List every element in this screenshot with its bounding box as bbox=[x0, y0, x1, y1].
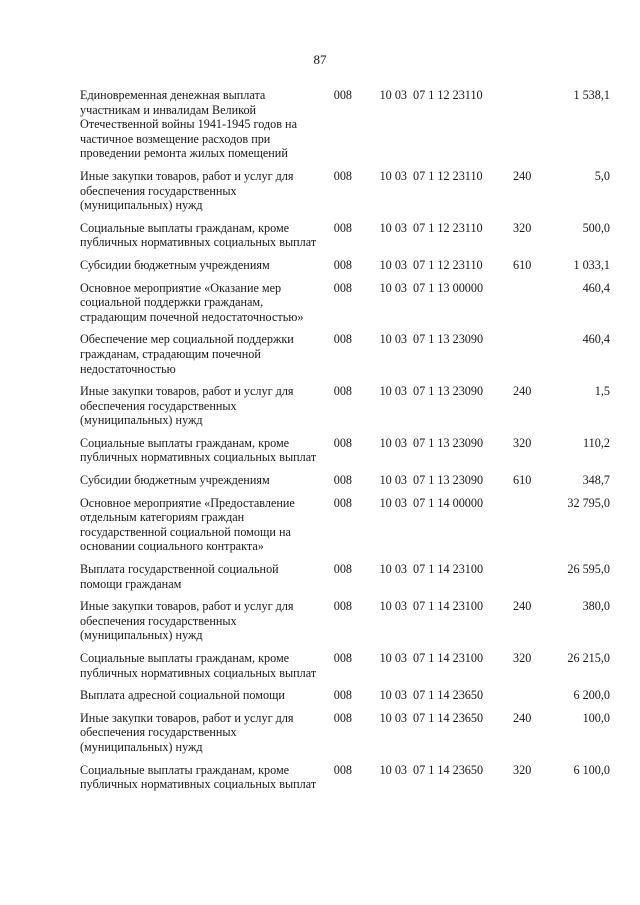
table-row bbox=[80, 258, 610, 273]
item-name: Выплата государственной социальной помощи гражданам bbox=[80, 562, 279, 591]
amount-value: 1 538,1 bbox=[573, 88, 610, 102]
item-name: Обеспечение мер социальной поддержки гражданам, страдающим почечной недостаточностью bbox=[80, 332, 294, 376]
target-code: 07 1 13 00000 bbox=[413, 280, 484, 295]
item-name: Выплата адресной социальной помощи bbox=[80, 688, 285, 703]
item-name: Социальные выплаты гражданам, кроме публичных нормативных социальных выплат bbox=[80, 762, 317, 792]
section-code: 10 03 bbox=[379, 384, 407, 399]
target-code: 07 1 12 23110 bbox=[413, 168, 483, 183]
table-row bbox=[80, 281, 610, 325]
item-name: Социальные выплаты гражданам, кроме публичных нормативных социальных выплат bbox=[80, 435, 317, 465]
target-code: 07 1 13 23090 bbox=[413, 384, 484, 399]
table-row bbox=[80, 651, 610, 680]
ministry-code: 008 bbox=[333, 332, 352, 347]
target-code: 07 1 12 23110 bbox=[413, 88, 483, 102]
ministry-code: 008 bbox=[333, 762, 352, 777]
ministry-code: 008 bbox=[333, 280, 352, 295]
expense-type-code: 240 bbox=[513, 599, 532, 614]
amount-value: 380,0 bbox=[582, 599, 610, 614]
amount-value: 460,4 bbox=[582, 280, 610, 295]
item-name: Основное мероприятие «Оказание мер социальной поддержки гражданам, страдающим почечной недостаточностью» bbox=[80, 280, 304, 324]
ministry-code: 008 bbox=[333, 257, 352, 272]
ministry-code: 008 bbox=[333, 710, 352, 725]
item-name: Социальные выплаты гражданам, кроме публичных нормативных социальных выплат bbox=[80, 651, 317, 680]
item-name: Единовременная денежная выплата участникам и инвалидам Великой Отечественной войны 1941-1945 годов на частичное возмещение расходов при проведении ремонта жилых помещений bbox=[80, 88, 297, 161]
expense-type-code: 610 bbox=[513, 257, 532, 272]
expense-type-code: 320 bbox=[513, 220, 532, 235]
target-code: 07 1 13 23090 bbox=[413, 435, 484, 450]
amount-value: 110,2 bbox=[583, 435, 610, 450]
section-code: 10 03 bbox=[379, 762, 407, 777]
item-name: Субсидии бюджетным учреждениям bbox=[80, 473, 270, 488]
table-row bbox=[80, 599, 610, 643]
ministry-code: 008 bbox=[333, 220, 352, 235]
target-code: 07 1 14 23100 bbox=[413, 599, 484, 614]
amount-value: 6 100,0 bbox=[573, 762, 610, 777]
target-code: 07 1 13 23090 bbox=[413, 332, 484, 347]
target-code: 07 1 14 23650 bbox=[413, 688, 484, 703]
target-code: 07 1 14 23100 bbox=[413, 651, 484, 665]
section-code: 10 03 bbox=[379, 435, 407, 450]
table-row bbox=[80, 88, 610, 161]
table-row bbox=[80, 711, 610, 755]
section-code: 10 03 bbox=[379, 599, 407, 614]
section-code: 10 03 bbox=[379, 651, 407, 665]
budget-table bbox=[80, 88, 610, 800]
item-name: Иные закупки товаров, работ и услуг для обеспечения государственных (муниципальных) нужд bbox=[80, 710, 294, 754]
section-code: 10 03 bbox=[379, 280, 407, 295]
target-code: 07 1 14 23650 bbox=[413, 710, 484, 725]
item-name: Основное мероприятие «Предоставление отдельным категориям граждан государственной социальной помощи на основании социального контракта» bbox=[80, 495, 295, 554]
item-name: Иные закупки товаров, работ и услуг для обеспечения государственных (муниципальных) нужд bbox=[80, 384, 294, 428]
section-code: 10 03 bbox=[379, 473, 407, 488]
amount-value: 348,7 bbox=[582, 473, 610, 488]
amount-value: 100,0 bbox=[582, 710, 610, 725]
table-row bbox=[80, 688, 610, 703]
section-code: 10 03 bbox=[379, 688, 407, 703]
target-code: 07 1 14 23650 bbox=[413, 762, 484, 777]
section-code: 10 03 bbox=[379, 88, 407, 102]
item-name: Субсидии бюджетным учреждениям bbox=[80, 257, 270, 272]
table-row bbox=[80, 562, 610, 591]
item-name: Иные закупки товаров, работ и услуг для обеспечения государственных (муниципальных) нужд bbox=[80, 168, 294, 213]
amount-value: 460,4 bbox=[582, 332, 610, 347]
section-code: 10 03 bbox=[379, 495, 407, 510]
amount-value: 6 200,0 bbox=[573, 688, 610, 703]
amount-value: 1 033,1 bbox=[573, 257, 610, 272]
table-row bbox=[80, 221, 610, 250]
amount-value: 26 595,0 bbox=[567, 562, 610, 577]
table-row bbox=[80, 436, 610, 465]
expense-type-code: 320 bbox=[513, 435, 532, 450]
ministry-code: 008 bbox=[333, 599, 352, 614]
ministry-code: 008 bbox=[333, 168, 352, 183]
amount-value: 500,0 bbox=[582, 220, 610, 235]
amount-value: 32 795,0 bbox=[567, 495, 610, 510]
target-code: 07 1 14 00000 bbox=[413, 495, 484, 510]
section-code: 10 03 bbox=[379, 332, 407, 347]
amount-value: 1,5 bbox=[594, 384, 610, 399]
amount-value: 26 215,0 bbox=[567, 651, 610, 665]
target-code: 07 1 12 23110 bbox=[413, 220, 483, 235]
section-code: 10 03 bbox=[379, 220, 407, 235]
table-row bbox=[80, 496, 610, 554]
expense-type-code: 610 bbox=[513, 473, 532, 488]
expense-type-code: 240 bbox=[513, 384, 532, 399]
table-row bbox=[80, 169, 610, 213]
amount-value: 5,0 bbox=[594, 168, 610, 183]
table-row bbox=[80, 384, 610, 428]
ministry-code: 008 bbox=[333, 473, 352, 488]
section-code: 10 03 bbox=[379, 562, 407, 577]
section-code: 10 03 bbox=[379, 257, 407, 272]
target-code: 07 1 14 23100 bbox=[413, 562, 484, 577]
section-code: 10 03 bbox=[379, 710, 407, 725]
ministry-code: 008 bbox=[333, 495, 352, 510]
table-row bbox=[80, 473, 610, 488]
target-code: 07 1 12 23110 bbox=[413, 257, 483, 272]
ministry-code: 008 bbox=[333, 435, 352, 450]
table-row bbox=[80, 763, 610, 792]
page-number: 87 bbox=[313, 52, 327, 67]
ministry-code: 008 bbox=[333, 88, 352, 102]
ministry-code: 008 bbox=[333, 384, 352, 399]
expense-type-code: 320 bbox=[513, 651, 532, 665]
item-name: Социальные выплаты гражданам, кроме публичных нормативных социальных выплат bbox=[80, 220, 317, 250]
expense-type-code: 240 bbox=[513, 710, 532, 725]
section-code: 10 03 bbox=[379, 168, 407, 183]
expense-type-code: 240 bbox=[513, 168, 532, 183]
ministry-code: 008 bbox=[333, 651, 352, 665]
ministry-code: 008 bbox=[333, 562, 352, 577]
item-name: Иные закупки товаров, работ и услуг для обеспечения государственных (муниципальных) нужд bbox=[80, 599, 294, 643]
ministry-code: 008 bbox=[333, 688, 352, 703]
table-row bbox=[80, 332, 610, 376]
target-code: 07 1 13 23090 bbox=[413, 473, 484, 488]
expense-type-code: 320 bbox=[513, 762, 532, 777]
